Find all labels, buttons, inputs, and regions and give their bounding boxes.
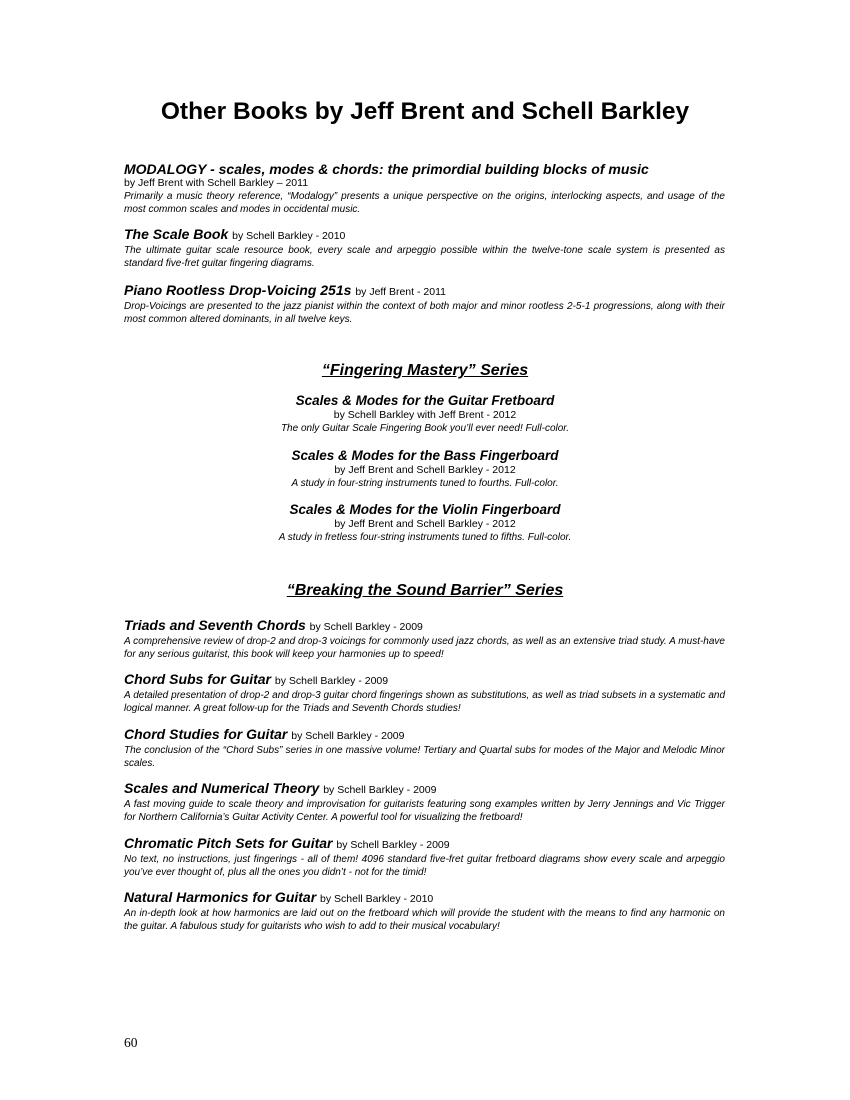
book-title: Chord Subs for Guitar	[124, 671, 271, 687]
book-byline: by Schell Barkley - 2009	[323, 784, 437, 796]
book-entry-piano-rootless	[124, 282, 725, 326]
book-title: The Scale Book	[124, 226, 229, 242]
series-heading-sound-barrier: “Breaking the Sound Barrier” Series	[286, 582, 564, 599]
book-title: Natural Harmonics for Guitar	[124, 889, 317, 905]
book-description: A detailed presentation of drop-2 and drop-3 guitar chord fingerings shown as substitutions, as well as triad subsets in a systematic and logical manner. A great follow-up for the Triads and Seventh Chords studies!	[124, 690, 725, 714]
book-title: Scales and Numerical Theory	[124, 780, 320, 796]
book-byline: by Jeff Brent - 2011	[355, 286, 446, 298]
book-description: The conclusion of the “Chord Subs” series in one massive volume! Tertiary and Quartal subs for modes of the Major and Melodic Minor scales.	[124, 745, 725, 769]
page-title: Other Books by Jeff Brent and Schell Barkley	[160, 98, 690, 125]
book-description: A study in four-string instruments tuned to fourths. Full-color.	[291, 478, 559, 489]
series-heading-fingering-mastery: “Fingering Mastery” Series	[321, 362, 529, 379]
book-title: Triads and Seventh Chords	[124, 617, 306, 633]
book-entry-natural-harmonics	[124, 889, 725, 933]
book-byline: by Schell Barkley - 2009	[336, 839, 450, 851]
book-entry-chromatic-pitch-sets	[124, 835, 725, 879]
book-byline: by Schell Barkley - 2010	[320, 893, 434, 905]
book-byline: by Jeff Brent with Schell Barkley – 2011	[124, 177, 309, 189]
book-title: Chord Studies for Guitar	[124, 726, 288, 742]
book-entry-guitar-fretboard	[0, 393, 850, 435]
book-entry-numerical-theory	[124, 780, 725, 824]
book-byline: by Jeff Brent and Schell Barkley - 2012	[334, 464, 516, 476]
book-description: A comprehensive review of drop-2 and drop-3 voicings for commonly used jazz chords, as well as an extensive triad study. A must-have for any serious guitarist, this book will keep your harmonies up to speed!	[124, 636, 725, 660]
book-entry-violin-fingerboard	[0, 502, 850, 544]
book-byline: by Schell Barkley with Jeff Brent - 2012	[333, 409, 517, 421]
book-title: Scales & Modes for the Violin Fingerboard	[289, 502, 561, 517]
book-byline: by Jeff Brent and Schell Barkley - 2012	[334, 518, 516, 530]
book-byline: by Schell Barkley - 2009	[274, 675, 389, 687]
book-byline: by Schell Barkley - 2010	[232, 230, 346, 242]
book-entry-chord-subs	[124, 671, 725, 715]
book-entry-modalogy	[124, 161, 725, 216]
book-title: Scales & Modes for the Bass Fingerboard	[291, 448, 559, 463]
book-entry-scale-book	[124, 226, 725, 270]
book-byline: by Schell Barkley - 2009	[291, 730, 405, 742]
book-description: Drop-Voicings are presented to the jazz pianist within the context of both major and minor rootless 2-5-1 progressions, along with their most common altered dominants, in all twelve keys.	[124, 301, 725, 325]
book-entry-triads	[124, 617, 725, 661]
book-description: The ultimate guitar scale resource book, every scale and arpeggio possible within the twelve-tone scale system is presented as standard five-fret guitar fingering diagrams.	[124, 245, 725, 269]
book-description: Primarily a music theory reference, “Modalogy” presents a unique perspective on the origins, interlocking aspects, and usage of the most common scales and modes in occidental music.	[124, 191, 725, 215]
page-number: 60	[124, 1035, 138, 1050]
book-title: Piano Rootless Drop-Voicing 251s	[124, 282, 352, 298]
book-description: The only Guitar Scale Fingering Book you’ll ever need! Full-color.	[280, 423, 570, 434]
book-description: A study in fretless four-string instruments tuned to fifths. Full-color.	[278, 532, 572, 543]
book-description: An in-depth look at how harmonics are laid out on the fretboard which will provide the student with the means to find any harmonic on the guitar. A fabulous study for guitarists who wish to add to their musical vocabulary!	[124, 908, 725, 932]
book-title: Scales & Modes for the Guitar Fretboard	[295, 393, 555, 408]
book-byline: by Schell Barkley - 2009	[309, 621, 423, 633]
book-entry-chord-studies	[124, 726, 725, 770]
book-description: No text, no instructions, just fingerings - all of them! 4096 standard five-fret guitar fretboard diagrams show every scale and arpeggio you’ve ever thought of, plus all the ones you didn’t - not for the timid!	[124, 854, 725, 878]
book-entry-bass-fingerboard	[0, 448, 850, 490]
book-description: A fast moving guide to scale theory and improvisation for guitarists featuring song examples written by Jerry Jennings and Vic Trigger for Northern California’s Guitar Activity Center. A powerful tool for visualizing the fretboard!	[124, 799, 725, 823]
book-title: MODALOGY - scales, modes & chords: the primordial building blocks of music	[124, 161, 649, 177]
book-title: Chromatic Pitch Sets for Guitar	[124, 835, 333, 851]
